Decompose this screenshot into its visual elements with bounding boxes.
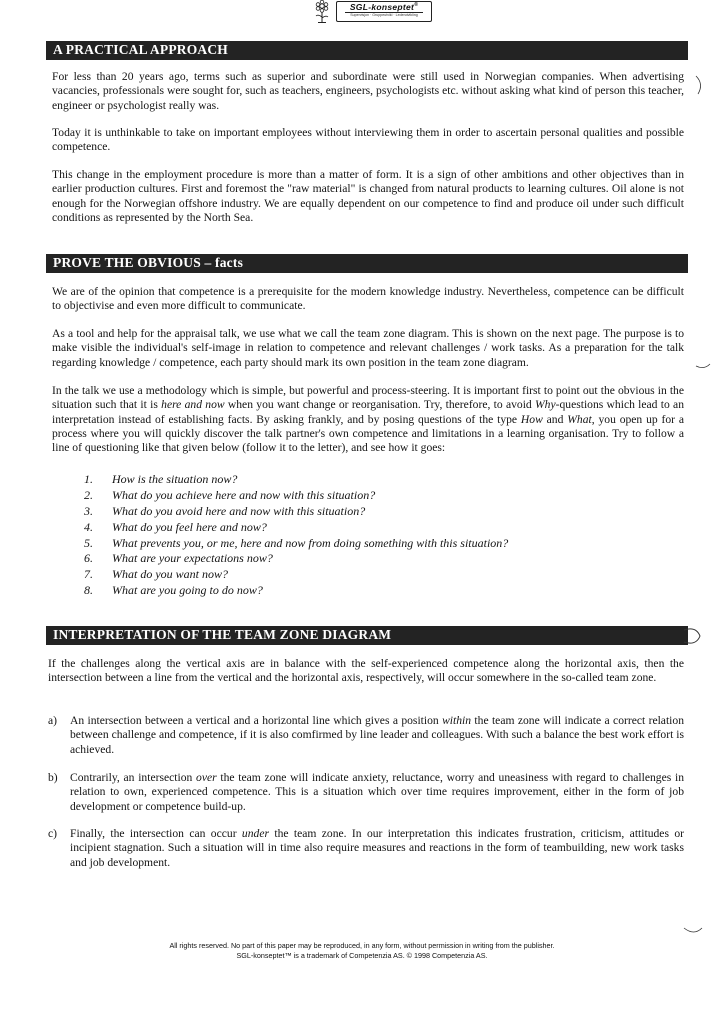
- list-item-label: a): [48, 714, 58, 727]
- list-item: 4. What do you feel here and now?: [84, 520, 267, 534]
- section-heading-prove-the-obvious: [46, 254, 688, 273]
- list-item-label: b): [48, 771, 58, 784]
- trademark-notice: SGL-konseptet™ is a trademark of Competenzia AS. © 1998 Competenzia AS.: [236, 951, 488, 960]
- logo-wordmark: [336, 1, 432, 22]
- paragraph: Today it is unthinkable to take on important employees without interviewing them in order to ascertain personal qualities and possible competence.: [52, 126, 684, 154]
- section-heading-practical-approach: [46, 41, 688, 60]
- list-item: 8. What are you going to do now?: [84, 583, 263, 597]
- paragraph: If the challenges along the vertical axis are in balance with the self-experienced competence along the horizontal axis, then the intersection between a line from the vertical and the horizontal axis, respectively, will occur somewhere in the so-called team zone.: [48, 657, 684, 685]
- list-item: [48, 827, 684, 870]
- paragraph: We are of the opinion that competence is a prerequisite for the modern knowledge industry. Nevertheless, competence can be difficult to objectivise and even more difficult to communicate.: [52, 285, 684, 313]
- scan-mark: [678, 624, 708, 654]
- logo: [312, 0, 434, 24]
- logo-subtitle: Supervisjon · Gruppeutvikl · Lederutvikling: [350, 13, 418, 17]
- section-heading-text: A PRACTICAL APPROACH: [53, 42, 229, 57]
- paragraph: This change in the employment procedure is more than a matter of form. It is a sign of other ambitions and other objectives than in earlier production cultures. First and foremost the "raw material" is changed from natural products to learning cultures. Oil alone is not enough for the Norwegian offshore industry. We are equally dependent on our competence to find and produce oil under such difficult conditions as represented by the North Sea.: [52, 168, 684, 224]
- list-item: [48, 771, 684, 814]
- flower-icon: [312, 0, 332, 24]
- section-heading-text: PROVE THE OBVIOUS – facts: [53, 255, 244, 270]
- section-heading-interpretation: [46, 626, 688, 645]
- list-item-label: c): [48, 827, 58, 840]
- list-item-text: An intersection between a vertical and a horizontal line which gives a position within the team zone will indicate a correct relation between challenge and competence, if it is also comfirmed by line leader and colleagues. With such a balance the best work effort is achieved.: [70, 714, 684, 756]
- list-item: 3. What do you avoid here and now with this situation?: [84, 504, 366, 518]
- list-item: 2. What do you achieve here and now with this situation?: [84, 488, 376, 502]
- scan-mark: [694, 70, 714, 100]
- paragraph: As a tool and help for the appraisal talk, we use what we call the team zone diagram. This is shown on the next page. The purpose is to make visible the individual's self-image in relation to competence and relevant challenges / work tasks. As a preparation for the talk regarding knowledge / competence, each party should mark its own position in the team zone diagram.: [52, 327, 684, 369]
- logo-name: SGL-konseptet®: [349, 2, 419, 12]
- scan-mark: [694, 356, 714, 376]
- scan-mark: [682, 920, 706, 940]
- paragraph-methodology: In the talk we use a methodology which is simple, but powerful and process-steering. It is important first to point out the obvious in the situation such that it is here and now when you want change or reorganisation. Try, therefore, to avoid Why-questions which lead to an interpretation instead of establishing facts. By asking frankly, and by posing questions of the type How and What, you open up for a process where you will quickly discover the talk partner's own competence and limitations in a learning organisation. Try to follow a line of questioning like that given below (follow it to the letter), and see how it goes:: [52, 384, 684, 455]
- copyright-notice: All rights reserved. No part of this paper may be reproduced, in any form, without permission in writing from the publisher.: [169, 941, 555, 950]
- list-item: 5. What prevents you, or me, here and now from doing something with this situation?: [84, 536, 509, 550]
- list-item: [48, 714, 684, 757]
- section-heading-text: INTERPRETATION OF THE TEAM ZONE DIAGRAM: [53, 627, 392, 642]
- paragraph: For less than 20 years ago, terms such as superior and subordinate were still used in Norwegian companies. When advertising vacancies, professionals were sought for, such as teachers, engineers, psychologists etc. without asking what kind of person this teacher, engineer or psychologist really was.: [52, 70, 684, 112]
- list-item: 7. What do you want now?: [84, 567, 228, 581]
- list-item: 6. What are your expectations now?: [84, 551, 273, 565]
- list-item-text: Finally, the intersection can occur under the team zone. In our interpretation this indicates frustration, criticism, attitudes or incipient stagnation. Such a situation will in time also require measures and reactions in the form of teambuilding, new work tasks and job development.: [70, 827, 684, 869]
- list-item: 1. How is the situation now?: [84, 472, 238, 486]
- list-item-text: Contrarily, an intersection over the team zone will indicate anxiety, reluctance, worry and uneasiness with regard to challenges in relation to own, experienced competence. This is a situation which over time requires improvement, either in the form of job development or competence build-up.: [70, 771, 684, 813]
